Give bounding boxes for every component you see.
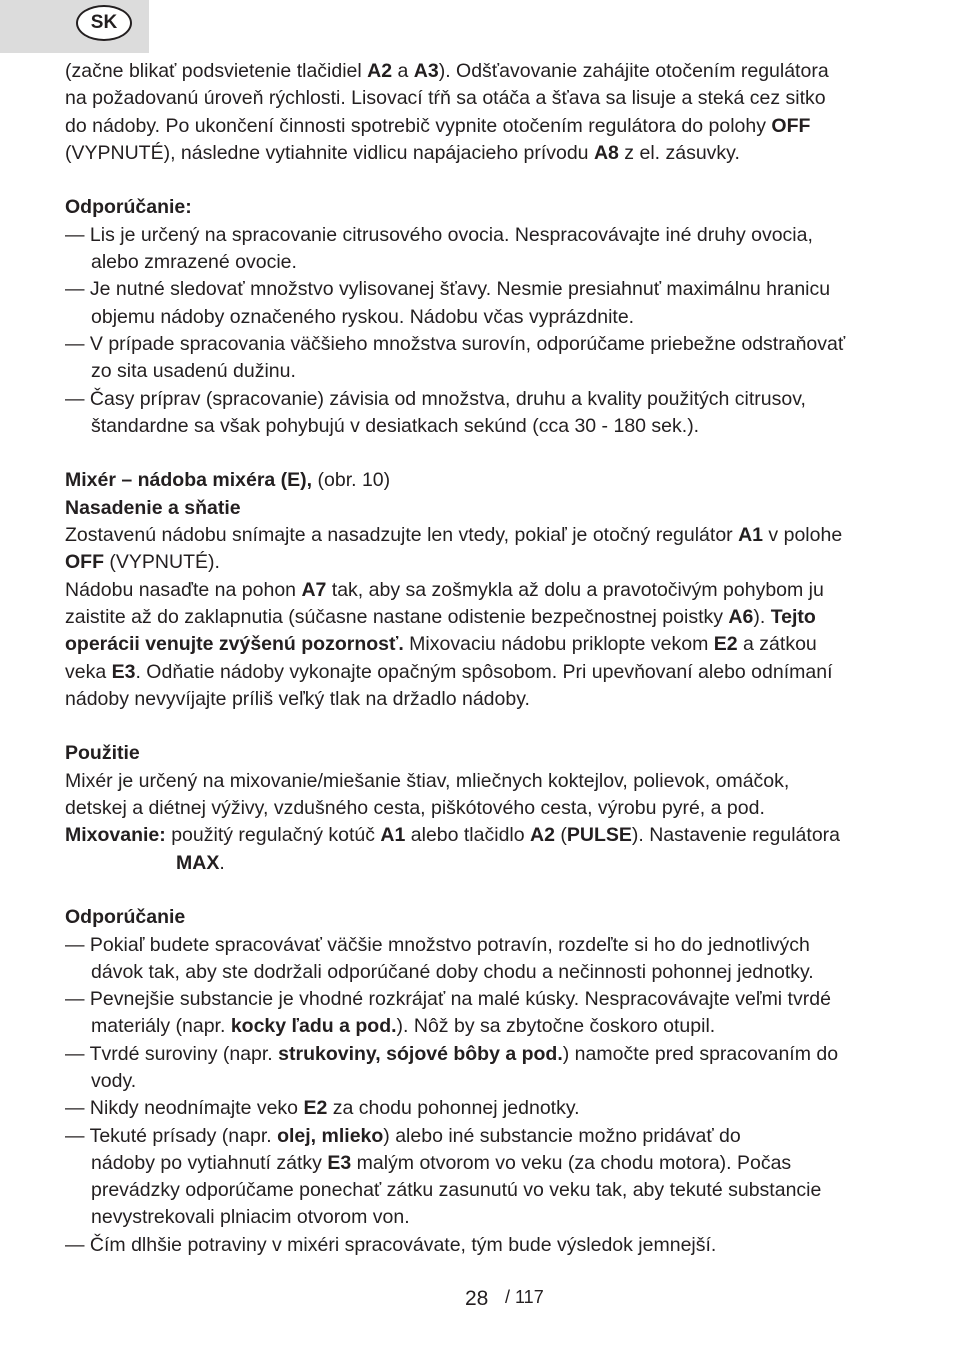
text-line [65, 604, 895, 631]
text-span: a [392, 60, 414, 82]
list-item: — Časy príprav (spracovanie) závisia od množstva, druhu a kvality použitých citrusov, [65, 387, 806, 410]
text-span: — Tekuté prísady (napr. [65, 1124, 278, 1147]
text-line [65, 58, 895, 85]
list-item-cont: objemu nádoby označeného ryskou. Nádobu včas vyprázdnite. [91, 305, 635, 328]
text-span: ). Nastavenie regulátora [631, 824, 841, 847]
text-line: Mixér je určený na mixovanie/miešanie štiav, mliečnych koktejlov, polievok, omáčok, [65, 769, 790, 792]
page-number: 28 [465, 1287, 489, 1310]
text-line: na požadovanú úroveň rýchlosti. Lisovací tŕň sa otáča a šťava sa lisuje a steká cez sitko [65, 87, 826, 110]
text-span: ) namočte pred spracovaním do [562, 1042, 839, 1065]
section-heading: Odporúčanie: [65, 196, 192, 219]
bold-span: E3 [327, 1151, 352, 1174]
bold-span: A2 [530, 824, 555, 847]
section-heading: Odporúčanie [65, 906, 186, 929]
text-span: . [219, 851, 225, 874]
list-item: — Lis je určený na spracovanie citrusového ovocia. Nespracovávajte iné druhy ovocia, [65, 223, 813, 246]
text-line [65, 140, 895, 167]
list-item-cont: dávok tak, aby ste dodržali odporúčané doby chodu a nečinnosti pohonnej jednotky. [91, 960, 814, 983]
bold-span: E2 [713, 633, 738, 656]
text-line [65, 659, 895, 686]
text-line [65, 822, 895, 849]
text-span: malým otvorom vo veku (za chodu motora). Počas [351, 1151, 792, 1174]
text-span: ). Nôž by sa zbytočne čoskoro otupil. [396, 1015, 716, 1038]
section-heading: Použitie [65, 742, 140, 765]
bold-span: A1 [738, 524, 764, 547]
text-line [65, 850, 895, 877]
bold-span: A2 [367, 60, 393, 82]
bold-span: A1 [380, 824, 406, 847]
text-line [65, 113, 895, 140]
text-span: za chodu pohonnej jednotky. [327, 1097, 580, 1120]
spacer [65, 877, 895, 904]
list-item-cont: nevystrekovali plniacim otvorom von. [91, 1206, 410, 1229]
text-span: tak, aby sa zošmykla až dolu a pravotočivým pohybom ju [326, 578, 824, 601]
spacer [65, 713, 895, 740]
text-span: v polohe [763, 524, 843, 547]
bold-span: MAX [176, 851, 220, 874]
list-item-cont: prevádzky odporúčame ponechať zátku zasunutú vo veku tak, aby tekuté substancie [91, 1179, 822, 1202]
list-item-cont: zo sita usadenú dužinu. [91, 360, 296, 383]
text-span: veka [65, 660, 112, 683]
list-item-cont: štandardne sa však pohybujú v desiatkach sekúnd (cca 30 - 180 sek.). [91, 414, 700, 437]
bold-span: operácii venujte zvýšenú pozornosť. [65, 633, 404, 656]
list-item: — Pokiaľ budete spracovávať väčšie množstvo potravín, rozdeľte si ho do jednotlivých [65, 933, 810, 956]
language-tab [0, 0, 149, 53]
page-footer [0, 1284, 954, 1314]
text-span: Mixovaciu nádobu priklopte vekom [403, 633, 714, 656]
spacer [65, 440, 895, 467]
text-span: materiály (napr. [91, 1015, 231, 1038]
text-span: (začne blikať podsvietenie tlačidiel [65, 60, 368, 82]
text-span: . Odňatie nádoby vykonajte opačným spôsobom. Pri upevňovaní alebo odnímaní [135, 660, 833, 683]
bold-span: OFF [65, 551, 104, 574]
page-total: / 117 [505, 1287, 544, 1307]
text-span: — Nikdy neodnímajte veko [65, 1097, 304, 1120]
text-line [65, 549, 895, 576]
text-span: (VYPNUTÉ), následne vytiahnite vidlicu napájacieho prívodu [65, 141, 594, 164]
list-item-cont [65, 1150, 895, 1177]
list-item: — Čím dlhšie potraviny v mixéri spracovávate, tým bude výsledok jemnejší. [65, 1233, 717, 1256]
section-title [65, 467, 895, 494]
bold-span: E2 [303, 1097, 328, 1120]
page-content [65, 58, 895, 1259]
text-span: použitý regulačný kotúč [165, 824, 381, 847]
text-line [65, 522, 895, 549]
bold-span: A7 [301, 578, 327, 601]
list-item: — Pevnejšie substancie je vhodné rozkrájať na malé kúsky. Nespracovávajte veľmi tvrdé [65, 988, 831, 1011]
text-span: ). Odšťavovanie zahájite otočením regulátora [438, 60, 829, 82]
language-badge: SK [76, 5, 132, 41]
bold-span: kocky ľadu a pod. [230, 1015, 397, 1038]
list-item-cont: vody. [91, 1069, 137, 1092]
spacer [65, 167, 895, 194]
text-line [65, 577, 895, 604]
text-span: zaistite až do zaklapnutia (súčasne nastane odistenie bezpečnostnej poistky [65, 605, 729, 628]
text-span: ) alebo iné substancie možno pridávať do [383, 1124, 741, 1147]
bold-span: OFF [771, 114, 811, 137]
text-span: do nádoby. Po ukončení činnosti spotrebič vypnite otočením regulátora do polohy [65, 114, 772, 137]
text-span: nádoby po vytiahnutí zátky [91, 1151, 328, 1174]
section-subheading: Nasadenie a sňatie [65, 496, 241, 519]
list-item-cont: alebo zmrazené ovocie. [91, 251, 297, 274]
bold-span: Tejto [770, 605, 816, 628]
bold-span: Mixér – nádoba mixéra (E), [65, 469, 313, 492]
text-line [65, 631, 895, 658]
text-span: ). [753, 605, 771, 628]
bold-span: E3 [111, 660, 136, 683]
bold-span: PULSE [566, 824, 632, 847]
bold-span: Mixovanie: [65, 824, 166, 847]
text-span: ( [554, 824, 567, 847]
text-span: alebo tlačidlo [405, 824, 531, 847]
bold-span: strukoviny, sójové bôby a pod. [278, 1042, 563, 1065]
text-span: a zátkou [737, 633, 817, 656]
text-span: Zostavenú nádobu snímajte a nasadzujte len vtedy, pokiaľ je otočný regulátor [65, 524, 739, 547]
list-item-cont [65, 1013, 895, 1040]
bold-span: A3 [413, 60, 439, 82]
list-item: — V prípade spracovania väčšieho množstva surovín, odporúčame priebežne odstraňovať [65, 332, 846, 355]
list-item: — Je nutné sledovať množstvo vylisovanej šťavy. Nesmie presiahnuť maximálnu hranicu [65, 278, 831, 301]
list-item [65, 1095, 895, 1122]
list-item [65, 1123, 895, 1150]
text-span: (VYPNUTÉ). [104, 551, 220, 574]
list-item [65, 1041, 895, 1068]
text-span: — Tvrdé suroviny (napr. [65, 1042, 279, 1065]
text-line: nádoby nevyvíjajte príliš veľký tlak na držadlo nádoby. [65, 687, 530, 710]
bold-span: A8 [593, 141, 619, 164]
text-span: z el. zásuvky. [618, 141, 740, 164]
text-span: (obr. 10) [312, 469, 391, 492]
text-span: Nádobu nasaďte na pohon [65, 578, 302, 601]
bold-span: olej, mlieko [277, 1124, 384, 1147]
bold-span: A6 [728, 605, 754, 628]
text-line: detskej a diétnej výživy, vzdušného cesta, piškótového cesta, výrobu pyré, a pod. [65, 797, 765, 820]
